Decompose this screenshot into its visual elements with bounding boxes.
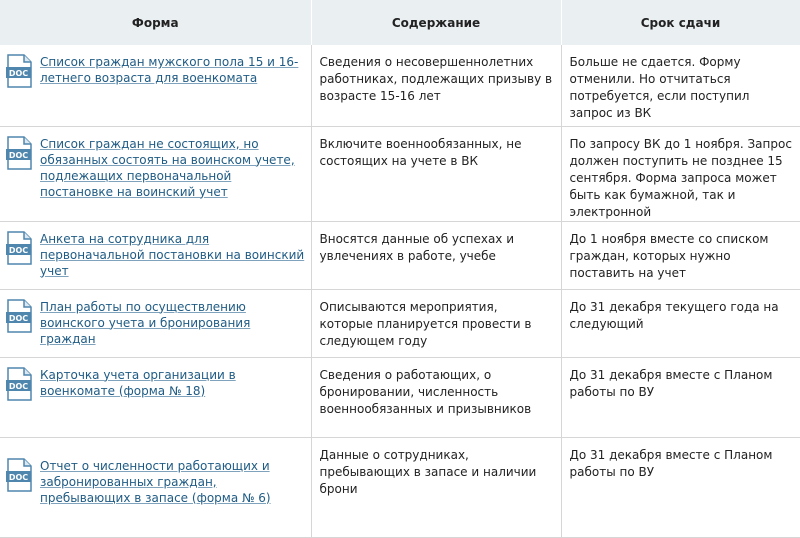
doc-file-icon (6, 299, 32, 338)
deadline-cell: До 31 декабря вместе с Планом работы по ВУ (561, 357, 800, 437)
doc-file-icon (6, 136, 32, 175)
content-cell: Сведения о несовершеннолетних работниках, подлежащих призыву в возрасте 15-16 лет (311, 45, 561, 126)
form-link[interactable]: Отчет о численности работающих и забронированных граждан, пребывающих в запасе (форма № 6) (40, 458, 271, 505)
content-cell: Данные о сотрудниках, пребывающих в запасе и наличии брони (311, 437, 561, 537)
doc-file-icon (6, 367, 32, 406)
table-row (0, 45, 800, 126)
deadline-cell: По запросу ВК до 1 ноября. Запрос должен поступить не позднее 15 сентября. Форма запроса может быть как бумажной, так и электронной (561, 126, 800, 221)
table-row (0, 289, 800, 357)
deadline-cell: До 1 ноября вместе со списком граждан, которых нужно поставить на учет (561, 221, 800, 289)
form-link[interactable]: Список граждан мужского пола 15 и 16-летнего возраста для военкомата (40, 55, 299, 85)
form-cell (0, 437, 311, 537)
form-link[interactable]: Анкета на сотрудника для первоначальной постановки на воинский учет (40, 231, 305, 278)
deadline-cell: До 31 декабря вместе с Планом работы по ВУ (561, 437, 800, 537)
form-cell (0, 221, 311, 289)
table-row (0, 437, 800, 537)
table-row (0, 357, 800, 437)
doc-icon-label: DOC (8, 472, 29, 482)
doc-icon-label: DOC (8, 69, 29, 78)
content-cell: Вносятся данные об успехах и увлечениях в работе, учебе (311, 221, 561, 289)
doc-icon-label: DOC (8, 381, 29, 391)
form-cell (0, 357, 311, 437)
doc-file-icon (6, 54, 32, 93)
content-cell: Сведения о работающих, о бронировании, численность военнообязанных и призывников (311, 357, 561, 437)
deadline-cell: До 31 декабря текущего года на следующий (561, 289, 800, 357)
table-row (0, 126, 800, 221)
header-content: Содержание (311, 0, 561, 45)
table-header-row (0, 0, 800, 45)
doc-icon-label: DOC (8, 245, 29, 255)
form-cell (0, 289, 311, 357)
doc-file-icon (6, 231, 32, 270)
form-link[interactable]: Карточка учета организации в военкомате (форма № 18) (40, 367, 236, 398)
deadline-cell: Больше не сдается. Форму отменили. Но отчитаться потребуется, если поступил запрос из ВК (561, 45, 800, 126)
form-link[interactable]: План работы по осуществлению воинского учета и бронирования граждан (40, 299, 251, 346)
header-form: Форма (0, 0, 311, 45)
content-cell: Описываются мероприятия, которые планируется провести в следующем году (311, 289, 561, 357)
form-cell (0, 45, 311, 126)
header-deadline: Срок сдачи (561, 0, 800, 45)
content-cell: Включите военнообязанных, не состоящих на учете в ВК (311, 126, 561, 221)
doc-file-icon (6, 458, 32, 497)
table-row (0, 221, 800, 289)
doc-icon-label: DOC (8, 150, 29, 160)
form-link[interactable]: Список граждан не состоящих, но обязанных состоять на воинском учете, подлежащих первоначальной постановке на воинский учет (40, 136, 295, 199)
form-cell (0, 126, 311, 221)
doc-icon-label: DOC (8, 313, 29, 323)
